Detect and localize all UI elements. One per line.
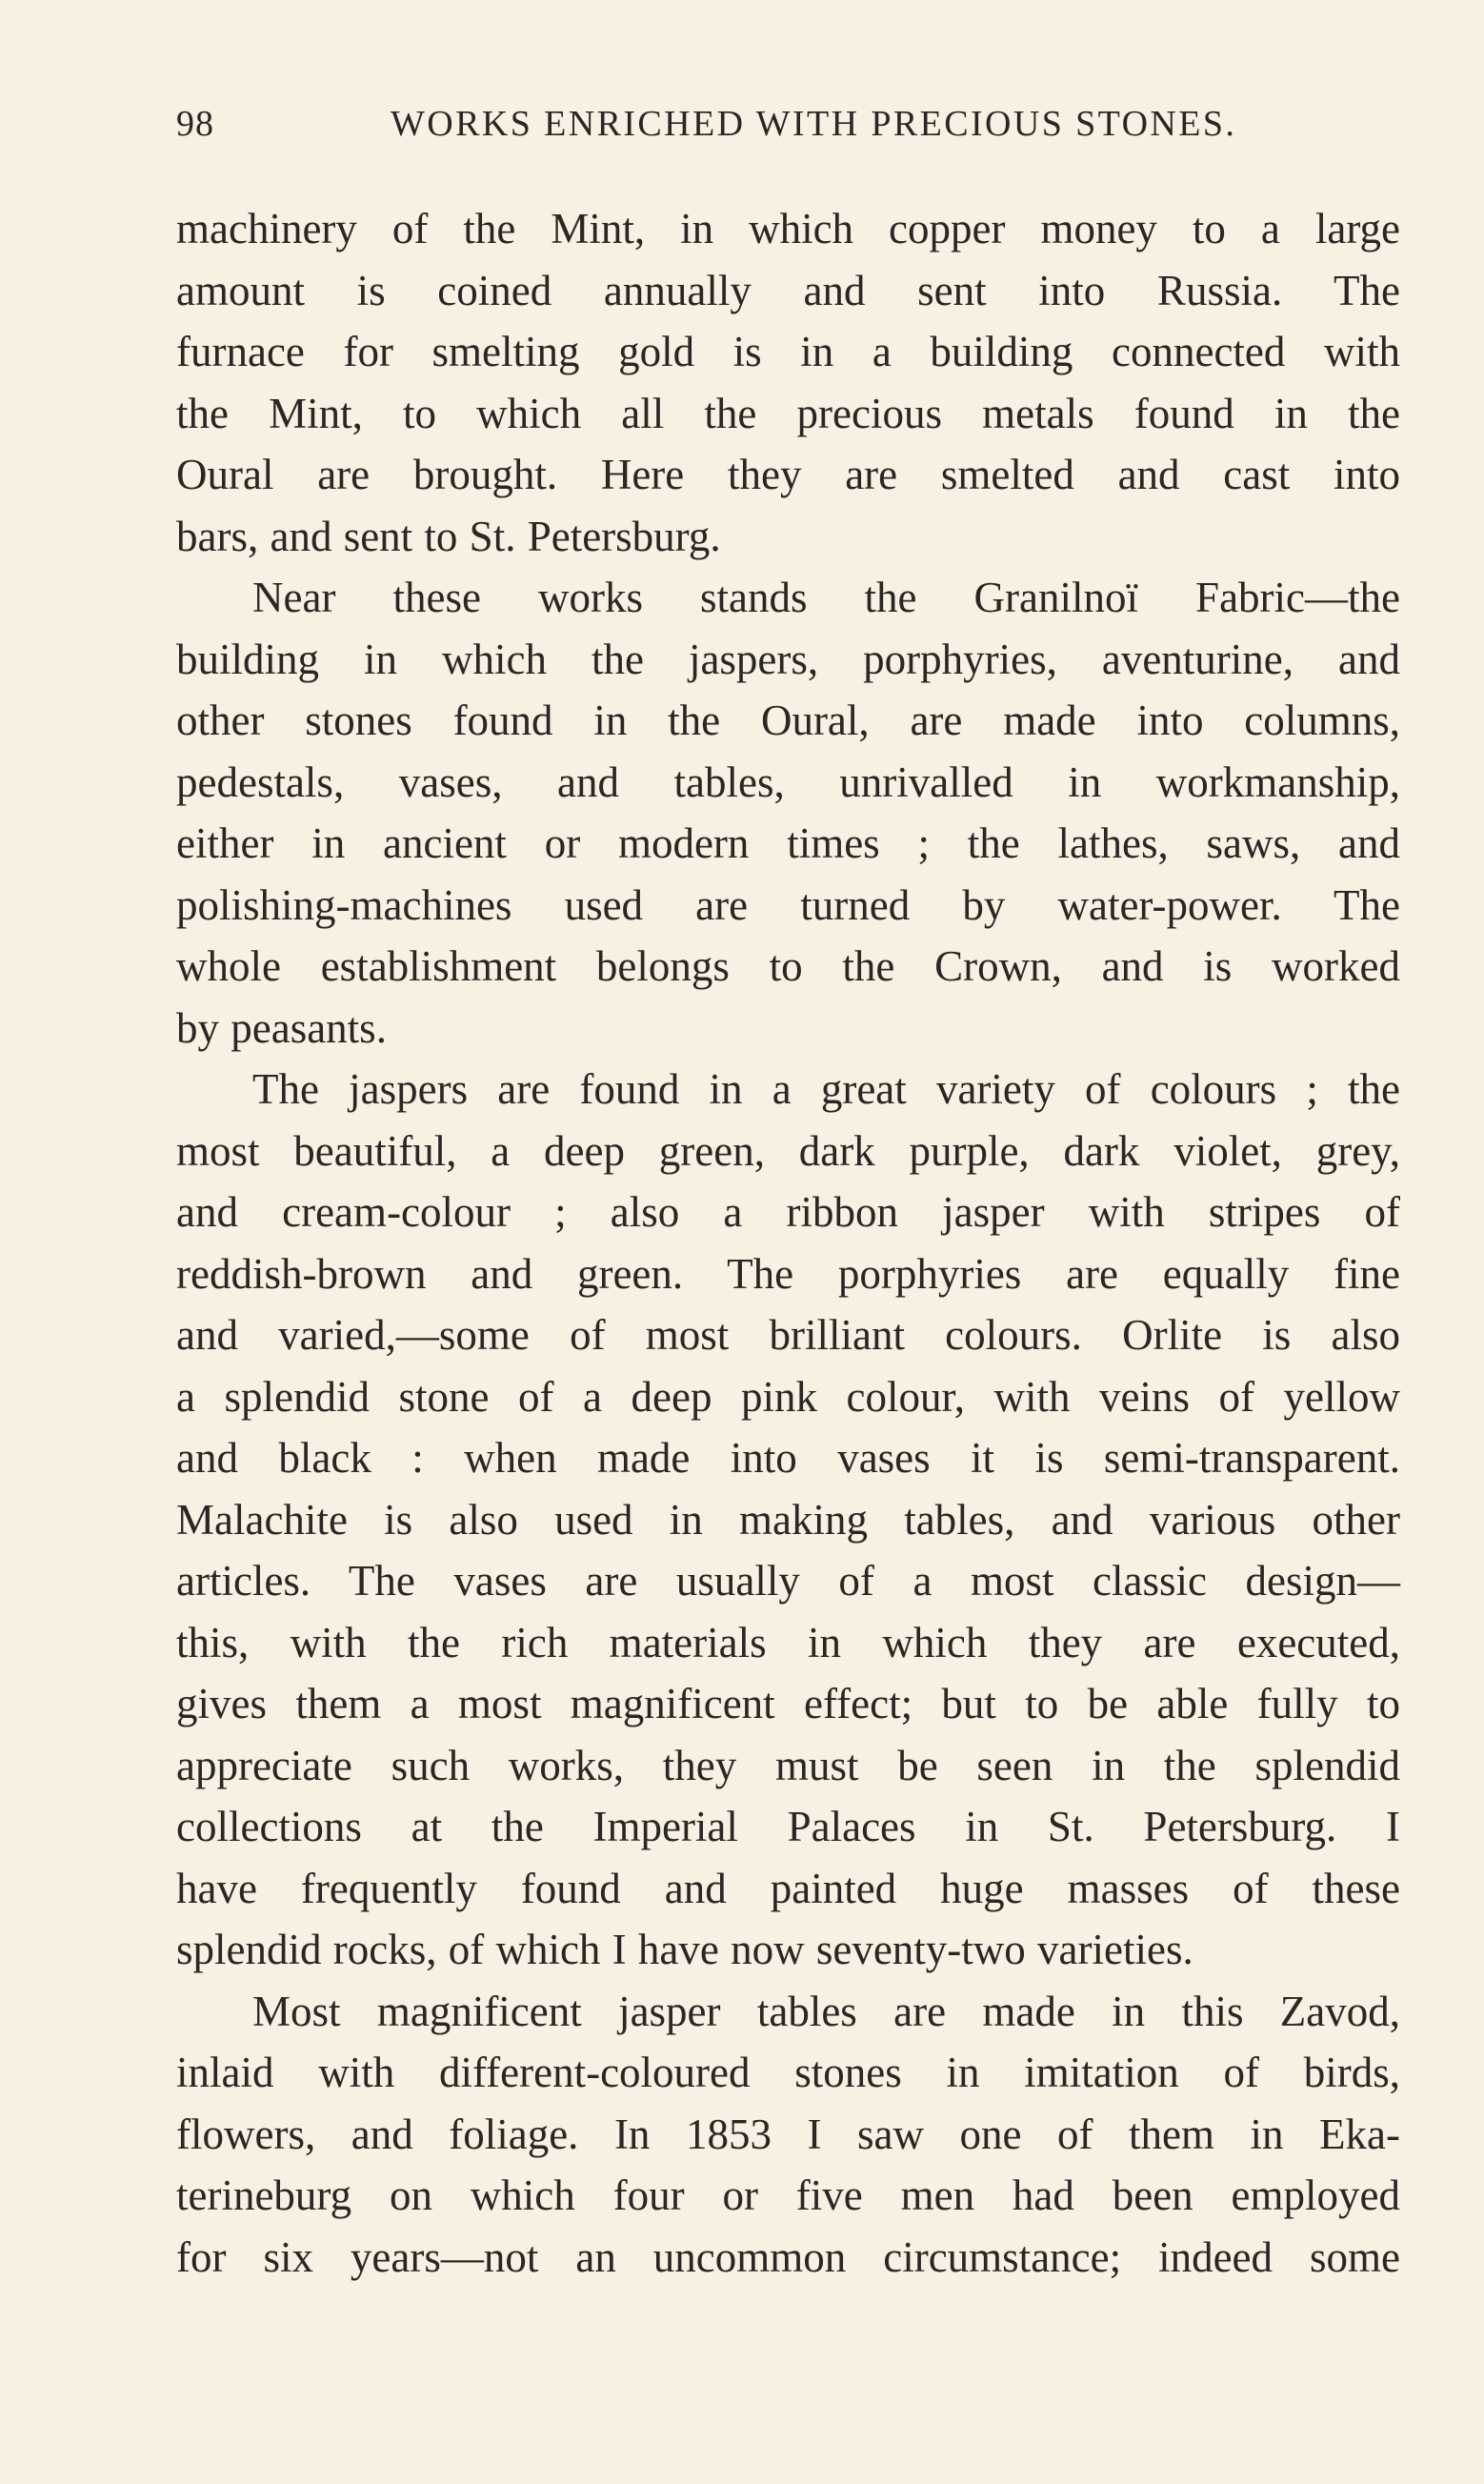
- text-line: bars, and sent to St. Petersburg.: [176, 512, 721, 560]
- text-line: other stones found in the Oural, are made into columns,: [176, 697, 1400, 744]
- text-line: and varied,—some of most brilliant colours. Orlite is also: [176, 1311, 1400, 1359]
- text-line: Near these works stands the Granilnoï Fabric—the: [252, 574, 1400, 621]
- text-line: collections at the Imperial Palaces in St. Petersburg. I: [176, 1803, 1400, 1850]
- text-line: Malachite is also used in making tables, and various other: [176, 1495, 1400, 1544]
- text-line: and cream-colour ; also a ribbon jasper with stripes of: [176, 1188, 1400, 1236]
- text-line: appreciate such works, they must be seen in the splendid: [176, 1741, 1400, 1789]
- text-line: a splendid stone of a deep pink colour, with veins of yellow: [176, 1372, 1400, 1421]
- paragraph: [176, 1059, 1400, 1981]
- text-line: have frequently found and painted huge masses of these: [176, 1864, 1400, 1912]
- text-line: pedestals, vases, and tables, unrivalled in workmanship,: [176, 757, 1400, 806]
- text-line: furnace for smelting gold is in a building connected with: [176, 328, 1400, 375]
- text-line: inlaid with different-coloured stones in imitation of birds,: [176, 2049, 1400, 2096]
- text-line: this, with the rich materials in which they are executed,: [176, 1618, 1400, 1666]
- text-line: either in ancient or modern times ; the lathes, saws, and: [176, 819, 1400, 867]
- text-line: polishing-machines used are turned by water-power. The: [176, 880, 1400, 929]
- text-line: amount is coined annually and sent into Russia. The: [176, 266, 1400, 314]
- paragraph: [176, 567, 1400, 1059]
- text-line: for six years—not an uncommon circumstance; indeed some: [176, 2232, 1400, 2281]
- page-number: 98: [176, 104, 214, 144]
- text-line: gives them a most magnificent effect; but to be able fully to: [176, 1680, 1400, 1727]
- paragraph: [176, 1981, 1400, 2289]
- text-line: building in which the jaspers, porphyries, aventurine, and: [176, 635, 1400, 683]
- text-line: and black : when made into vases it is semi-transparent.: [176, 1434, 1400, 1482]
- text-line: machinery of the Mint, in which copper money to a large: [176, 205, 1400, 252]
- text-line: splendid rocks, of which I have now seventy-two varieties.: [176, 1926, 1193, 1973]
- text-line: the Mint, to which all the precious metals found in the: [176, 389, 1400, 437]
- page-header: [176, 103, 1310, 160]
- text-line: reddish-brown and green. The porphyries are equally fine: [176, 1249, 1400, 1298]
- text-line: articles. The vases are usually of a most classic design—: [176, 1557, 1400, 1605]
- body-text: [176, 198, 1400, 2288]
- paragraph: [176, 198, 1400, 567]
- text-line: by peasants.: [176, 1003, 387, 1052]
- text-line: Oural are brought. Here they are smelted and cast into: [176, 451, 1400, 498]
- text-line: terineburg on which four or five men had been employed: [176, 2171, 1400, 2219]
- text-line: flowers, and foliage. In 1853 I saw one of them in Eka-: [176, 2110, 1400, 2158]
- text-line: most beautiful, a deep green, dark purple, dark violet, grey,: [176, 1126, 1400, 1175]
- text-line: The jaspers are found in a great variety of colours ; the: [252, 1065, 1400, 1113]
- text-line: whole establishment belongs to the Crown, and is worked: [176, 942, 1400, 990]
- running-head: WORKS ENRICHED WITH PRECIOUS STONES.: [391, 104, 1237, 144]
- text-line: Most magnificent jasper tables are made in this Zavod,: [252, 1987, 1400, 2035]
